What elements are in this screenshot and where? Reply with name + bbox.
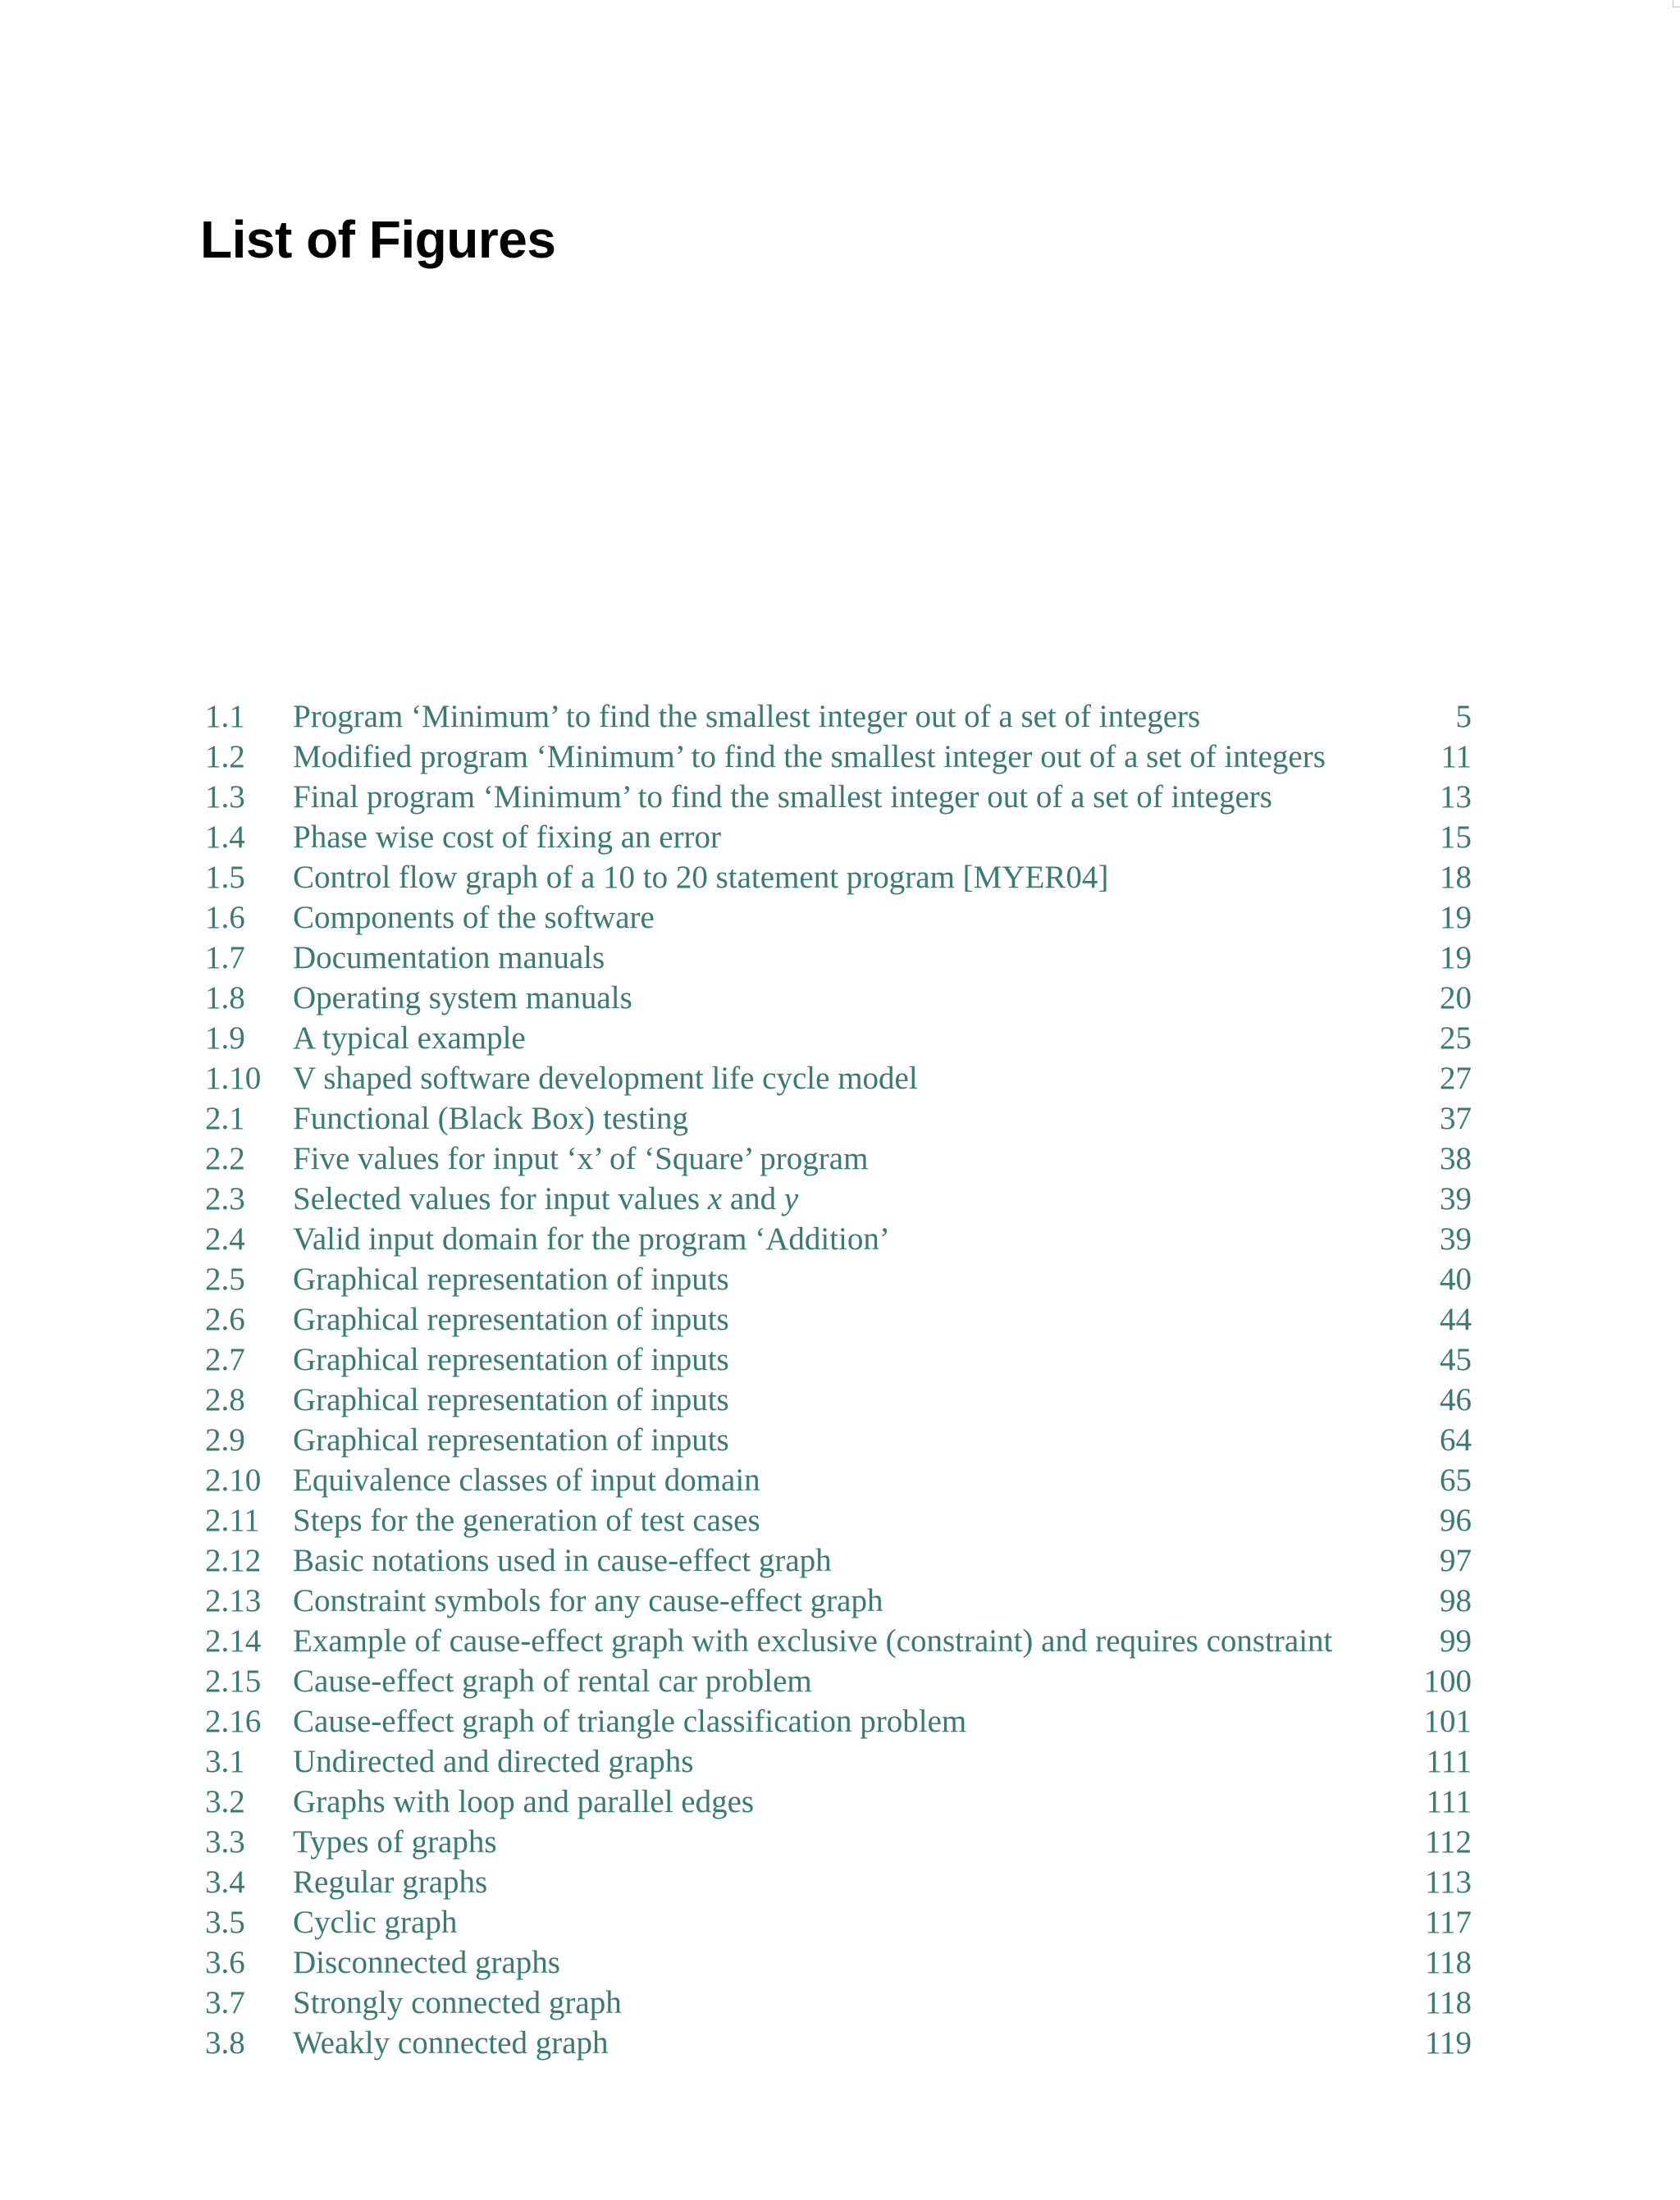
list-item[interactable] bbox=[200, 1701, 1472, 1741]
figure-number: 1.4 bbox=[205, 819, 245, 855]
list-item[interactable] bbox=[200, 1862, 1472, 1902]
figure-title: Cause-effect graph of triangle classification problem bbox=[293, 1704, 967, 1739]
figure-number: 2.6 bbox=[205, 1302, 245, 1337]
list-item[interactable] bbox=[200, 1540, 1472, 1581]
list-item[interactable] bbox=[200, 978, 1472, 1018]
figure-page-number: 27 bbox=[1440, 1061, 1472, 1096]
figure-page-number: 19 bbox=[1440, 940, 1472, 975]
figure-page-number: 46 bbox=[1440, 1382, 1472, 1417]
figure-number: 3.3 bbox=[205, 1824, 245, 1860]
figure-number: 1.8 bbox=[205, 980, 245, 1016]
figure-title: Documentation manuals bbox=[293, 940, 605, 975]
figure-page-number: 11 bbox=[1440, 739, 1472, 774]
figure-title: Basic notations used in cause-effect graph bbox=[293, 1543, 832, 1578]
list-item[interactable] bbox=[200, 857, 1472, 897]
list-item[interactable] bbox=[200, 1259, 1472, 1299]
figure-title: Cause-effect graph of rental car problem bbox=[293, 1664, 812, 1699]
figure-page-number: 118 bbox=[1424, 1945, 1472, 1980]
figure-number: 2.8 bbox=[205, 1382, 245, 1417]
figure-title: Functional (Black Box) testing bbox=[293, 1101, 689, 1136]
list-item[interactable] bbox=[200, 897, 1472, 938]
list-item[interactable] bbox=[200, 1822, 1472, 1862]
figure-title: Constraint symbols for any cause-effect graph bbox=[293, 1583, 883, 1618]
figure-title: Disconnected graphs bbox=[293, 1945, 560, 1980]
figure-number: 1.2 bbox=[205, 739, 245, 774]
figure-number: 2.13 bbox=[205, 1583, 262, 1618]
list-item[interactable] bbox=[200, 1782, 1472, 1822]
figure-number: 2.7 bbox=[205, 1342, 245, 1377]
figure-page-number: 25 bbox=[1440, 1020, 1472, 1056]
figure-number: 2.16 bbox=[205, 1704, 262, 1739]
figure-page-number: 100 bbox=[1423, 1664, 1472, 1699]
page-title: List of Figures bbox=[200, 210, 556, 269]
figure-page-number: 98 bbox=[1440, 1583, 1472, 1618]
figure-number: 1.1 bbox=[205, 699, 245, 734]
list-item[interactable] bbox=[200, 1661, 1472, 1701]
list-item[interactable] bbox=[200, 1741, 1472, 1782]
figure-title: Final program ‘Minimum’ to find the smallest integer out of a set of integers bbox=[293, 779, 1272, 815]
figure-number: 2.3 bbox=[205, 1181, 245, 1216]
figure-number: 2.5 bbox=[205, 1262, 245, 1297]
figure-title: Example of cause-effect graph with exclusive (constraint) and requires constraint bbox=[293, 1623, 1333, 1659]
figure-number: 2.14 bbox=[205, 1623, 262, 1659]
figure-number: 1.6 bbox=[205, 900, 245, 935]
figure-page-number: 13 bbox=[1440, 779, 1472, 815]
list-item[interactable] bbox=[200, 1018, 1472, 1058]
list-item[interactable] bbox=[200, 1179, 1472, 1219]
figure-title: V shaped software development life cycle model bbox=[293, 1061, 918, 1096]
figure-number: 3.2 bbox=[205, 1784, 245, 1819]
figure-page-number: 15 bbox=[1440, 819, 1472, 855]
figure-title: Graphical representation of inputs bbox=[293, 1382, 729, 1417]
figure-title: Valid input domain for the program ‘Addition’ bbox=[293, 1221, 890, 1257]
figure-title: Graphical representation of inputs bbox=[293, 1422, 729, 1458]
figure-page-number: 99 bbox=[1440, 1623, 1472, 1659]
figure-number: 1.3 bbox=[205, 779, 245, 815]
figure-page-number: 112 bbox=[1424, 1824, 1472, 1860]
figure-number: 3.7 bbox=[205, 1985, 245, 2020]
figure-page-number: 64 bbox=[1440, 1422, 1472, 1458]
figure-title: Program ‘Minimum’ to find the smallest integer out of a set of integers bbox=[293, 699, 1201, 734]
list-item[interactable] bbox=[200, 1500, 1472, 1540]
list-item[interactable] bbox=[200, 1942, 1472, 1983]
figure-title: Types of graphs bbox=[293, 1824, 497, 1860]
figure-title: Regular graphs bbox=[293, 1865, 488, 1900]
figure-title: Steps for the generation of test cases bbox=[293, 1503, 760, 1538]
list-item[interactable] bbox=[200, 1098, 1472, 1139]
page-corner-mark bbox=[1673, 0, 1680, 7]
figure-page-number: 20 bbox=[1440, 980, 1472, 1016]
figure-number: 2.1 bbox=[205, 1101, 245, 1136]
figure-page-number: 119 bbox=[1424, 2025, 1472, 2061]
figure-title: Operating system manuals bbox=[293, 980, 632, 1016]
figure-list bbox=[200, 696, 1472, 2063]
figure-number: 2.12 bbox=[205, 1543, 262, 1578]
figure-number: 3.1 bbox=[205, 1744, 245, 1779]
figure-page-number: 45 bbox=[1440, 1342, 1472, 1377]
figure-title: Graphs with loop and parallel edges bbox=[293, 1784, 755, 1819]
figure-page-number: 117 bbox=[1424, 1905, 1472, 1940]
figure-number: 2.2 bbox=[205, 1141, 245, 1176]
figure-page-number: 113 bbox=[1424, 1865, 1472, 1900]
figure-title: Control flow graph of a 10 to 20 statement program [MYER04] bbox=[293, 860, 1109, 895]
figure-page-number: 39 bbox=[1440, 1181, 1472, 1216]
list-item[interactable] bbox=[200, 1983, 1472, 2023]
figure-page-number: 118 bbox=[1424, 1985, 1472, 2020]
list-item[interactable] bbox=[200, 1340, 1472, 1380]
list-item[interactable] bbox=[200, 1058, 1472, 1098]
figure-number: 2.9 bbox=[205, 1422, 245, 1458]
list-item[interactable] bbox=[200, 1581, 1472, 1621]
list-item[interactable] bbox=[200, 2023, 1472, 2063]
figure-number: 1.10 bbox=[205, 1061, 262, 1096]
figure-number: 2.15 bbox=[205, 1664, 262, 1699]
figure-page-number: 44 bbox=[1440, 1302, 1472, 1337]
list-item[interactable] bbox=[200, 1380, 1472, 1420]
figure-page-number: 39 bbox=[1440, 1221, 1472, 1257]
list-item[interactable] bbox=[200, 1460, 1472, 1500]
figure-number: 3.4 bbox=[205, 1865, 245, 1900]
figure-title: Strongly connected graph bbox=[293, 1985, 622, 2020]
list-item[interactable] bbox=[200, 1420, 1472, 1460]
list-item[interactable] bbox=[200, 1621, 1472, 1661]
figure-page-number: 18 bbox=[1440, 860, 1472, 895]
figure-number: 3.5 bbox=[205, 1905, 245, 1940]
figure-title: Graphical representation of inputs bbox=[293, 1302, 729, 1337]
figure-number: 2.11 bbox=[205, 1503, 260, 1538]
variable-name: y bbox=[783, 1181, 799, 1216]
figure-page-number: 97 bbox=[1440, 1543, 1472, 1578]
figure-title: Components of the software bbox=[293, 900, 655, 935]
figure-number: 3.6 bbox=[205, 1945, 245, 1980]
figure-page-number: 40 bbox=[1440, 1262, 1472, 1297]
figure-page-number: 19 bbox=[1440, 900, 1472, 935]
figure-title: Modified program ‘Minimum’ to find the smallest integer out of a set of integers bbox=[293, 739, 1326, 774]
figure-number: 1.9 bbox=[205, 1020, 245, 1056]
figure-title: Graphical representation of inputs bbox=[293, 1342, 729, 1377]
figure-number: 1.5 bbox=[205, 860, 245, 895]
figure-number: 3.8 bbox=[205, 2025, 245, 2061]
list-item[interactable] bbox=[200, 1139, 1472, 1179]
variable-name: x bbox=[707, 1181, 723, 1216]
list-item[interactable] bbox=[200, 1902, 1472, 1942]
figure-title: Cyclic graph bbox=[293, 1905, 458, 1940]
figure-title: Equivalence classes of input domain bbox=[293, 1463, 760, 1498]
list-item[interactable] bbox=[200, 737, 1472, 777]
figure-title: Selected values for input values x and y bbox=[293, 1181, 799, 1216]
figure-title: Weakly connected graph bbox=[293, 2025, 609, 2061]
figure-number: 1.7 bbox=[205, 940, 245, 975]
figure-page-number: 5 bbox=[1455, 699, 1472, 734]
figure-page-number: 37 bbox=[1440, 1101, 1472, 1136]
figure-page-number: 65 bbox=[1440, 1463, 1472, 1498]
figure-page-number: 96 bbox=[1440, 1503, 1472, 1538]
figure-title: Phase wise cost of fixing an error bbox=[293, 819, 722, 855]
figure-title: Graphical representation of inputs bbox=[293, 1262, 729, 1297]
figure-title: Undirected and directed graphs bbox=[293, 1744, 694, 1779]
list-item[interactable] bbox=[200, 817, 1472, 857]
list-item[interactable] bbox=[200, 1299, 1472, 1340]
figure-number: 2.10 bbox=[205, 1463, 262, 1498]
figure-page-number: 111 bbox=[1426, 1784, 1472, 1819]
list-item[interactable] bbox=[200, 938, 1472, 978]
figure-title: A typical example bbox=[293, 1020, 526, 1056]
figure-page-number: 101 bbox=[1423, 1704, 1472, 1739]
list-item[interactable] bbox=[200, 696, 1472, 737]
figure-page-number: 111 bbox=[1426, 1744, 1472, 1779]
figure-number: 2.4 bbox=[205, 1221, 245, 1257]
figure-title: Five values for input ‘x’ of ‘Square’ program bbox=[293, 1141, 869, 1176]
list-item[interactable] bbox=[200, 1219, 1472, 1259]
list-item[interactable] bbox=[200, 777, 1472, 817]
figure-page-number: 38 bbox=[1440, 1141, 1472, 1176]
